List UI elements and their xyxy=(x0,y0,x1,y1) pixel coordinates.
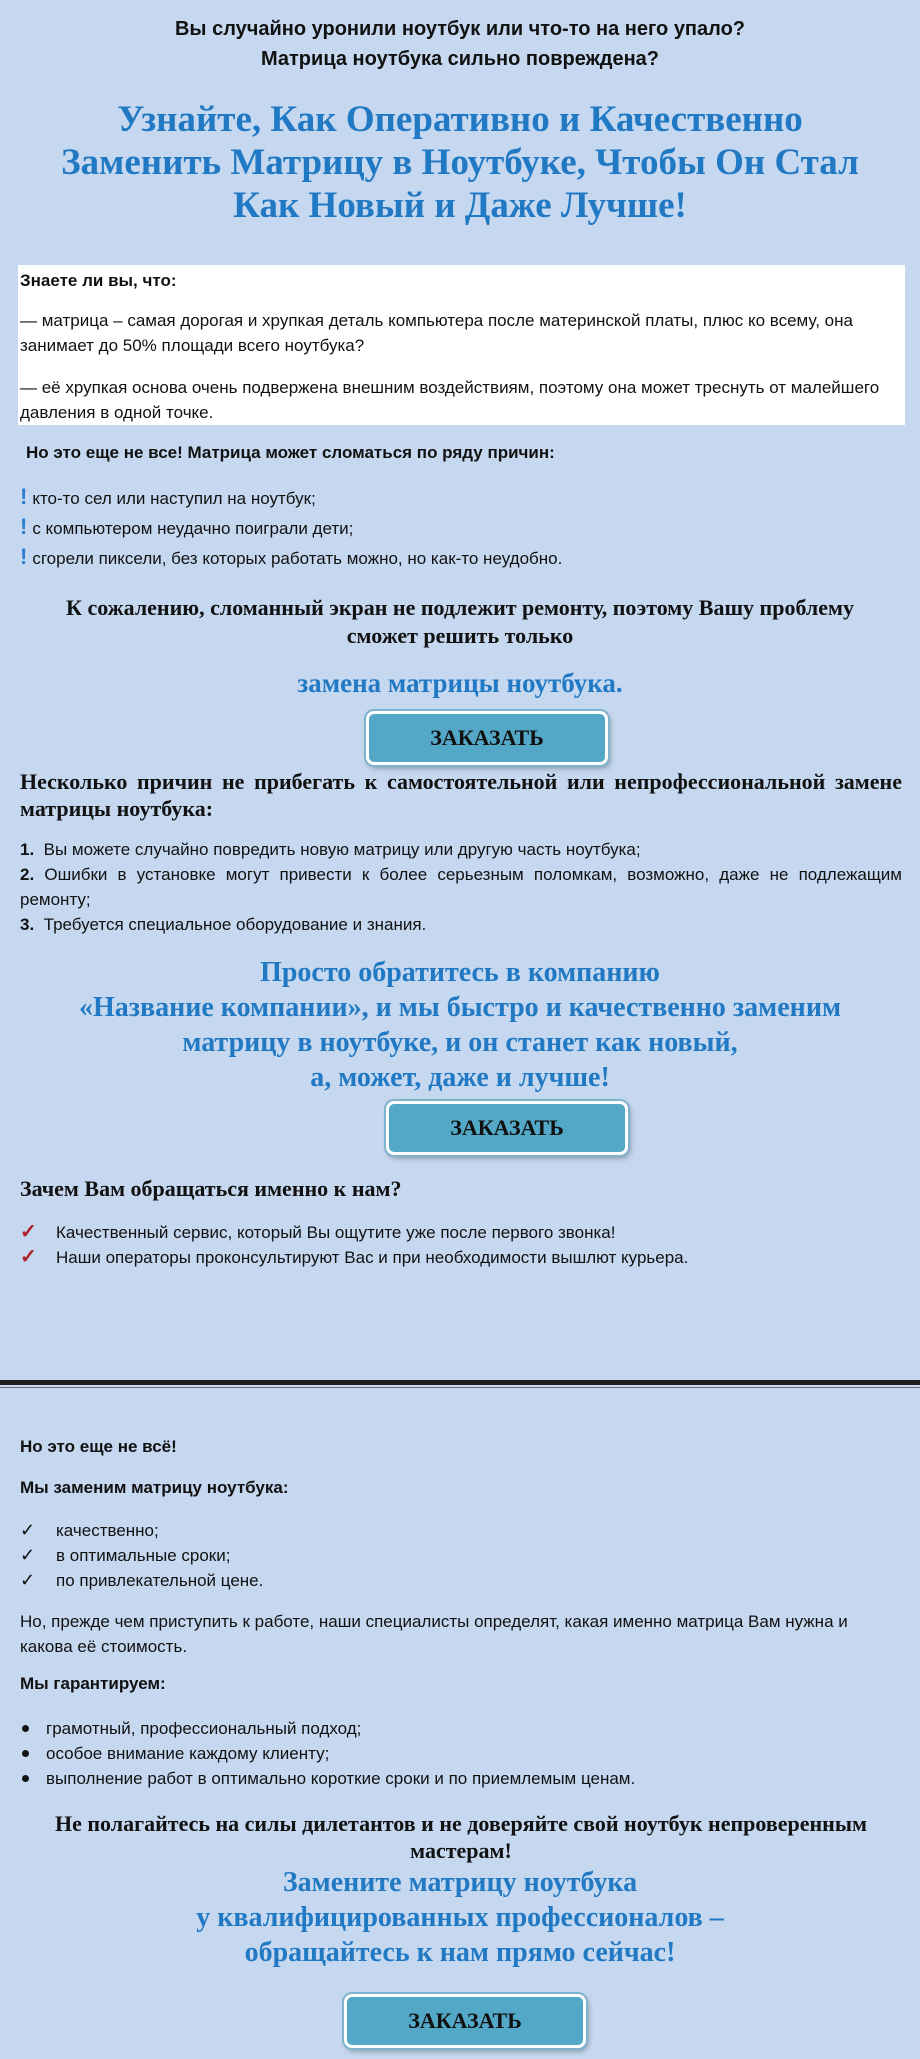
why-us-list xyxy=(20,1220,900,1270)
causes-list xyxy=(20,484,900,574)
checkmark-icon: ✓ xyxy=(20,1520,36,1540)
intro-question xyxy=(0,14,920,74)
cause-item: ! кто-то сел или наступил на ноутбук; xyxy=(20,484,316,509)
headline-line-1: Узнайте, Как Оперативно и Качественно xyxy=(117,99,803,140)
exclamation-icon: ! xyxy=(20,544,28,569)
guarantee-item: особое внимание каждому клиенту; xyxy=(20,1741,900,1766)
order-button[interactable]: ЗАКАЗАТЬ xyxy=(366,711,608,765)
reason-item: 1. Вы можете случайно повредить новую матрицу или другую часть ноутбука; xyxy=(20,840,641,859)
facts-title: Знаете ли вы, что: xyxy=(20,271,177,290)
causes-title: Но это еще не все! Матрица может сломаться по ряду причин: xyxy=(26,443,555,462)
replace-list xyxy=(20,1518,900,1593)
guarantee-item: грамотный, профессиональный подход; xyxy=(20,1716,900,1741)
facts-item-1: — матрица – самая дорогая и хрупкая деталь компьютера после материнской платы, плюс ко всему, она занимает до 50% площади всего ноутбука? xyxy=(20,311,853,355)
checkmark-icon: ✓ xyxy=(20,1221,37,1243)
cause-item: ! сгорели пиксели, без которых работать можно, но как-то неудобно. xyxy=(20,544,563,569)
checkmark-icon: ✓ xyxy=(20,1545,36,1565)
checkmark-icon: ✓ xyxy=(20,1570,36,1590)
reason-item: 3. Требуется специальное оборудование и знания. xyxy=(20,915,427,934)
order-button[interactable]: ЗАКАЗАТЬ xyxy=(344,1994,586,2048)
final-warning: Не полагайтесь на силы дилетантов и не доверяйте свой ноутбук непроверенным мастерам! xyxy=(54,1811,867,1863)
more-title: Но это еще не всё! xyxy=(20,1437,177,1456)
why-us-title: Зачем Вам обращаться именно к нам? xyxy=(20,1176,402,1201)
bullet-icon xyxy=(22,1775,29,1782)
section-divider xyxy=(0,1380,920,1385)
intro-line-2: Матрица ноутбука сильно повреждена? xyxy=(260,48,659,70)
reason-item: 2. Ошибки в установке могут привести к более серьезным поломкам, возможно, даже не подлежащим ремонту; xyxy=(20,865,902,909)
replace-item: ✓ качественно; xyxy=(20,1518,900,1543)
guarantee-list xyxy=(20,1716,900,1791)
final-cta: Замените матрицу ноутбука у квалифицированных профессионалов – обращайтесь к нам прямо сейчас! xyxy=(196,1867,724,1968)
cause-item: ! с компьютером неудачно поиграли дети; xyxy=(20,514,354,539)
bullet-icon xyxy=(22,1725,29,1732)
regret-text: К сожалению, сломанный экран не подлежит ремонту, поэтому Вашу проблему сможет решить только xyxy=(66,595,854,648)
why-us-item: ✓ Качественный сервис, который Вы ощутите уже после первого звонка! xyxy=(20,1221,616,1243)
solution-text: замена матрицы ноутбука. xyxy=(297,668,623,698)
reasons-list xyxy=(20,837,902,937)
intro-line-1: Вы случайно уронили ноутбук или что-то на него упало? xyxy=(174,18,746,40)
contact-cta: Просто обратитесь в компанию «Название компании», и мы быстро и качественно заменим матрицу в ноутбуке, и он станет как новый, а, может, даже и лучше! xyxy=(78,957,842,1093)
replace-item: ✓ в оптимальные сроки; xyxy=(20,1543,900,1568)
section-divider-thin xyxy=(0,1387,920,1388)
order-button[interactable]: ЗАКАЗАТЬ xyxy=(386,1101,628,1155)
replace-title: Мы заменим матрицу ноутбука: xyxy=(20,1478,289,1497)
why-us-item: ✓ Наши операторы проконсультируют Вас и при необходимости вышлют курьера. xyxy=(20,1246,689,1268)
main-headline xyxy=(30,98,890,227)
headline-line-2: Заменить Матрицу в Ноутбуке, Чтобы Он Стал xyxy=(61,142,859,183)
facts-item-2: — её хрупкая основа очень подвержена внешним воздействиям, поэтому она может треснуть от малейшего давления в одной точке. xyxy=(20,378,880,422)
facts-box xyxy=(18,265,905,425)
specialists-note: Но, прежде чем приступить к работе, наши специалисты определят, какая именно матрица Вам нужна и какова её стоимость. xyxy=(20,1612,848,1656)
guarantee-title: Мы гарантируем: xyxy=(20,1674,166,1693)
bullet-icon xyxy=(22,1750,29,1757)
replace-item: ✓ по привлекательной цене. xyxy=(20,1568,900,1593)
guarantee-item: выполнение работ в оптимально короткие сроки и по приемлемым ценам. xyxy=(20,1766,900,1791)
checkmark-icon: ✓ xyxy=(20,1246,37,1268)
exclamation-icon: ! xyxy=(20,484,28,509)
exclamation-icon: ! xyxy=(20,514,28,539)
reasons-title: Несколько причин не прибегать к самостоятельной или непрофессиональной замене матрицы ноутбука: xyxy=(20,769,902,821)
headline-line-3: Как Новый и Даже Лучше! xyxy=(233,185,687,226)
